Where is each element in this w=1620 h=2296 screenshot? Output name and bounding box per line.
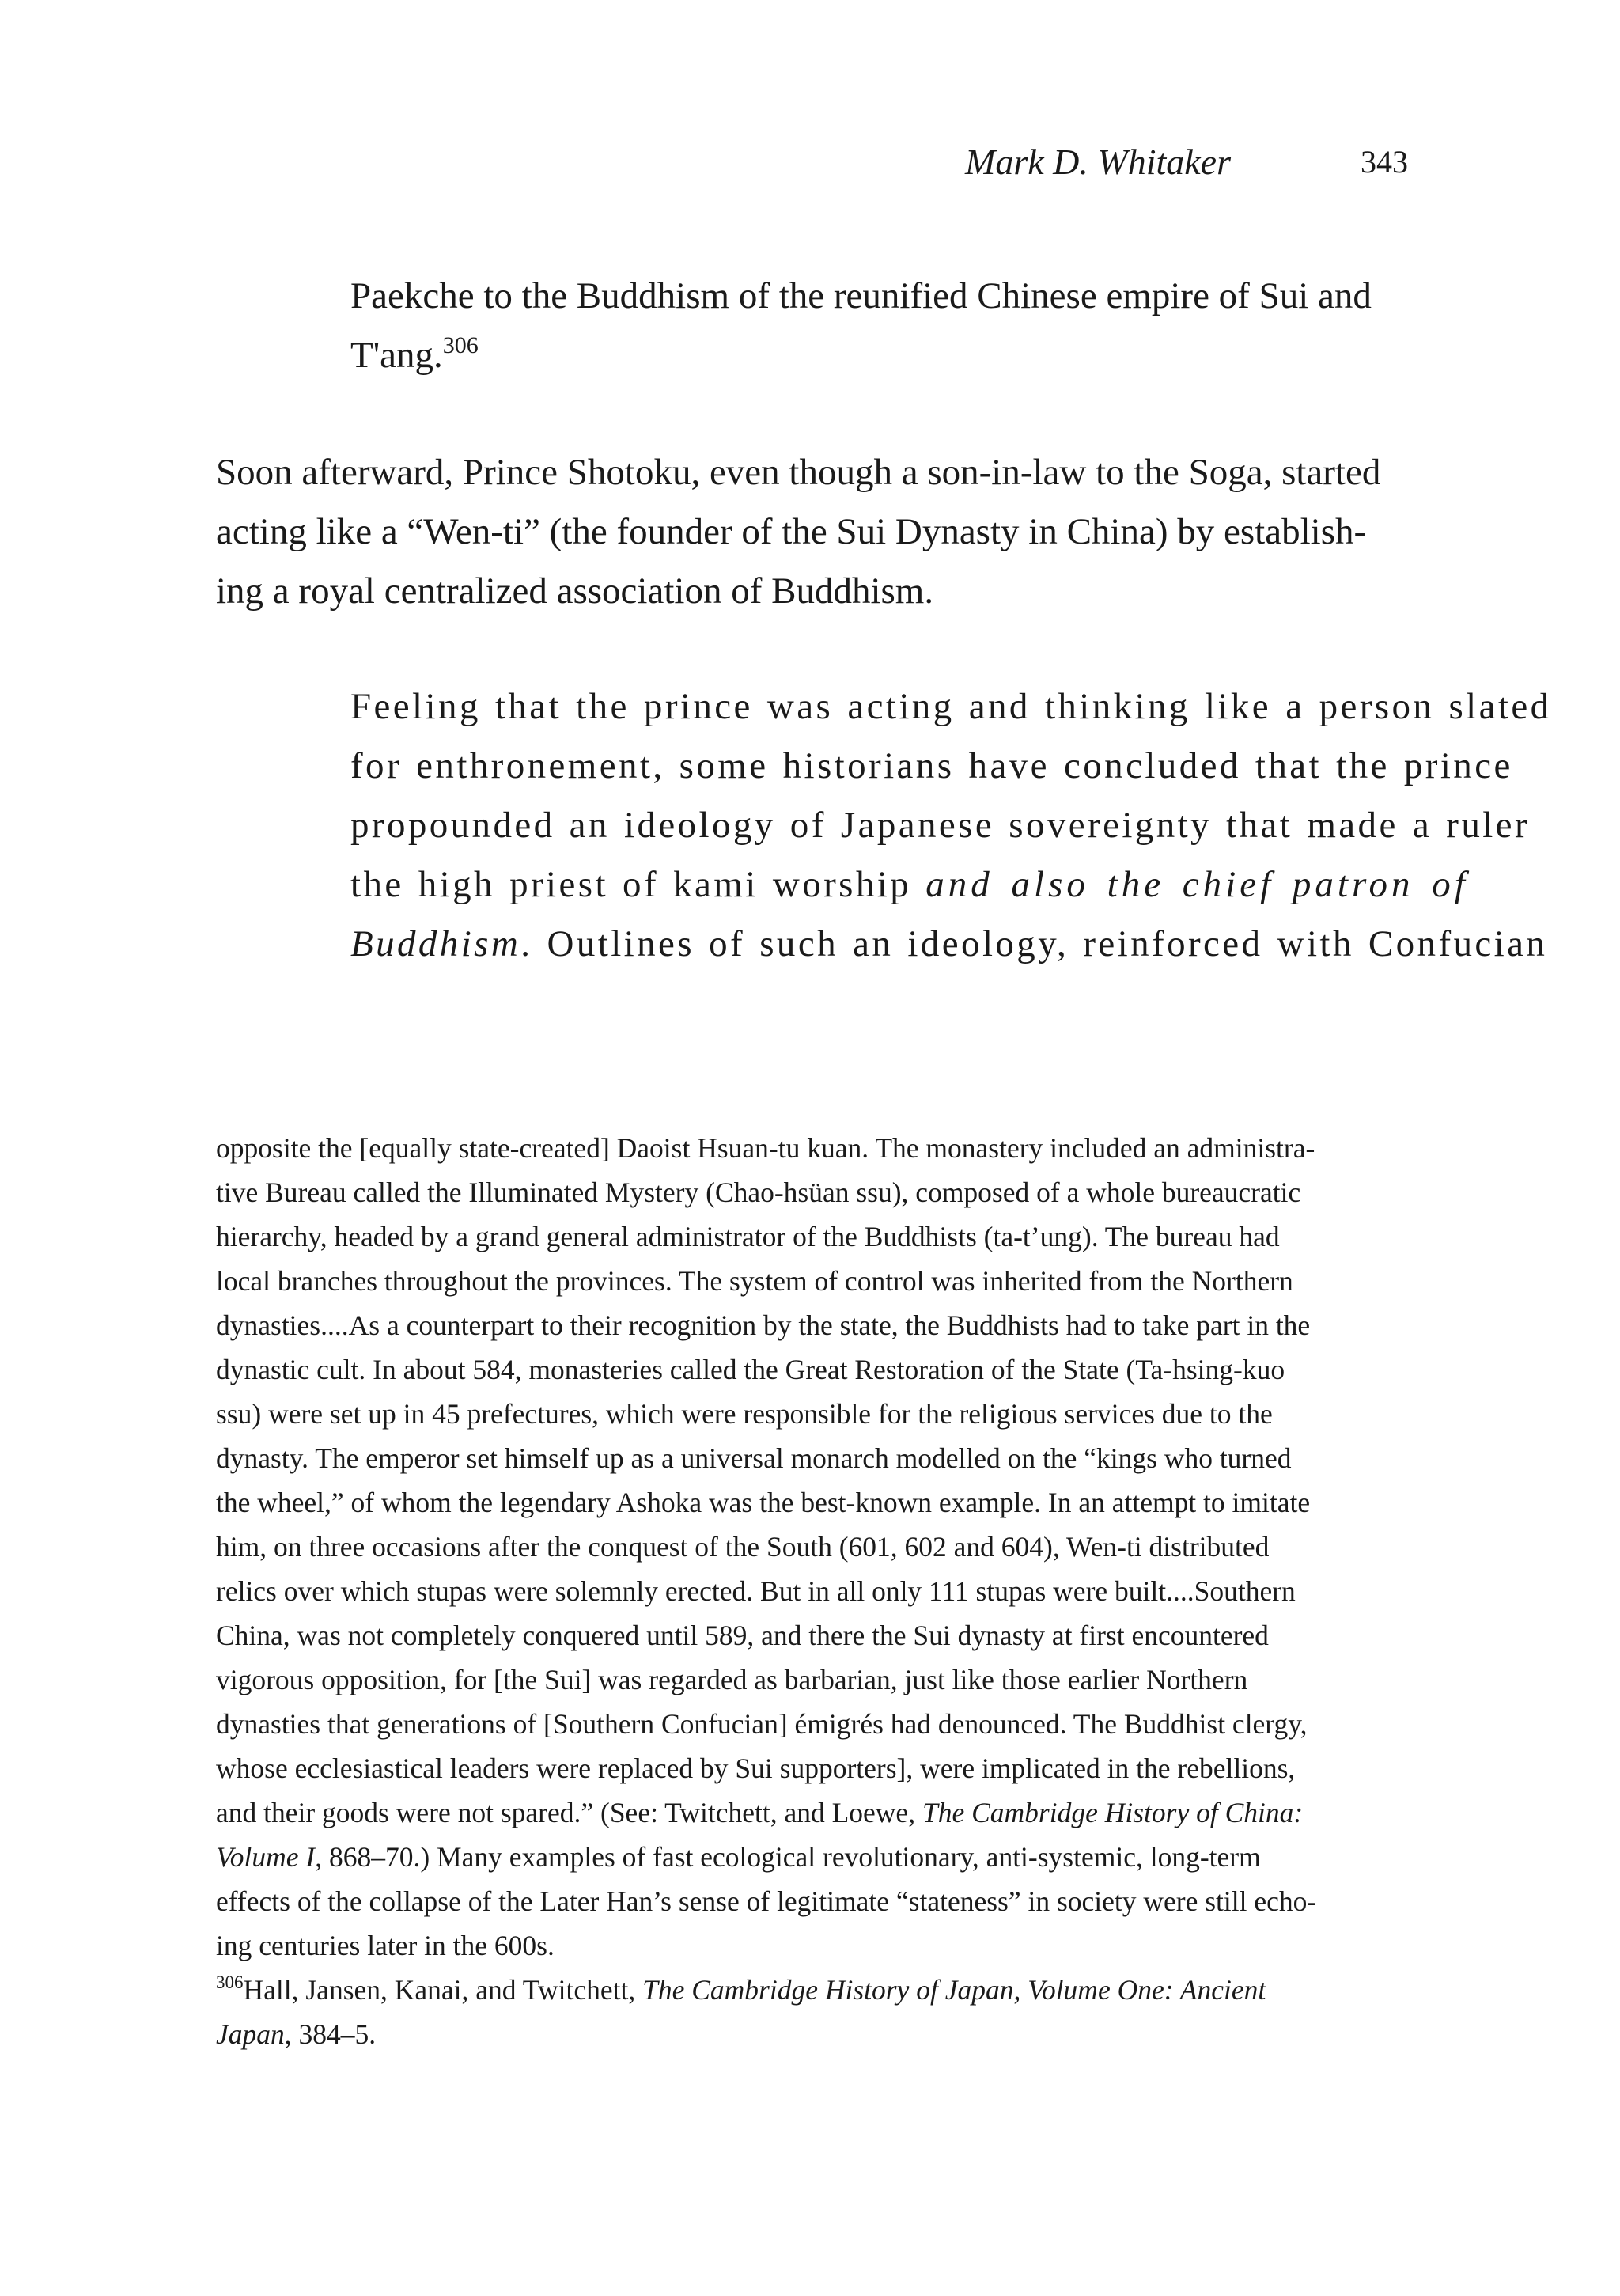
footnote-line: him, on three occasions after the conquest of the South (601, 602 and 604), Wen-ti distributed [216,1531,1270,1563]
footnote-line: opposite the [equally state-created] Daoist Hsuan-tu kuan. The monastery included an administra- [216,1132,1315,1164]
block-quote [350,677,1552,974]
body-line: Soon afterward, Prince Shotoku, even though a son-in-law to the Soga, started [216,452,1381,493]
footnote-citation-title: Volume I [216,1841,316,1873]
footnote-line: the wheel,” of whom the legendary Ashoka was the best-known example. In an attempt to imitate [216,1487,1311,1518]
quote-line-text: . Outlines of such an ideology, reinforced with Confucian [520,923,1548,964]
footnote-number: 306 [216,1972,244,1992]
quote-emphasis: and also the chief patron of [925,864,1469,905]
footnote-line: hierarchy, headed by a grand general administrator of the Buddhists (ta-t’ung). The bureau had [216,1221,1280,1252]
quote-emphasis: Buddhism [350,923,521,964]
footnote-line: ing centuries later in the 600s. [216,1930,555,1961]
footnote-citation-title: The Cambridge History of Japan, Volume One: Ancient [642,1974,1266,2006]
footnote-line: whose ecclesiastical leaders were replaced by Sui supporters], were implicated in the rebellions, [216,1752,1296,1784]
body-paragraph [216,443,1380,621]
quote-line: for enthronement, some historians have concluded that the prince [350,745,1513,786]
footnote-line: dynastic cult. In about 584, monasteries called the Great Restoration of the State (Ta-hsing-kuo [216,1354,1285,1385]
running-head: Mark D. Whitaker [965,142,1231,182]
footnote-306-line [216,1968,1395,2012]
footnote-306-line [216,2012,1395,2056]
quote-line [350,915,1552,974]
quote-line-text: the high priest of kami worship [350,864,926,905]
quote-line: Paekche to the Buddhism of the reunified Chinese empire of Sui and [350,275,1372,316]
footnote-line: dynasties that generations of [Southern Confucian] émigrés had denounced. The Buddhist clergy, [216,1708,1308,1740]
page-number: 343 [1361,144,1408,180]
footnote-text: Hall, Jansen, Kanai, and Twitchett, [243,1974,643,2006]
footnote-line [216,1790,1395,1835]
body-line: acting like a “Wen-ti” (the founder of the Sui Dynasty in China) by establish- [216,511,1367,552]
quote-line [350,326,1372,385]
footnote-line [216,1835,1395,1879]
footnote-line: ssu) were set up in 45 prefectures, which were responsible for the religious services due to the [216,1398,1273,1430]
footnote-citation-title: The Cambridge History of China: [922,1797,1304,1828]
quote-line: Feeling that the prince was acting and thinking like a person slated [350,686,1552,727]
quote-line: propounded an ideology of Japanese sovereignty that made a ruler [350,805,1530,846]
block-quote [350,267,1372,385]
footnote-citation-title: Japan [216,2018,285,2050]
footnotes [216,1126,1395,2056]
body-line: ing a royal centralized association of Buddhism. [216,570,934,612]
footnote-line: dynasty. The emperor set himself up as a universal monarch modelled on the “kings who turned [216,1442,1292,1474]
quote-line-text: T'ang. [350,335,443,376]
footnote-line: vigorous opposition, for [the Sui] was regarded as barbarian, just like those earlier Northern [216,1664,1248,1695]
footnote-ref: 306 [442,332,479,358]
footnote-line: relics over which stupas were solemnly erected. But in all only 111 stupas were built....Southern [216,1575,1296,1607]
footnote-line: China, was not completely conquered until 589, and there the Sui dynasty at first encountered [216,1620,1269,1651]
footnote-line: local branches throughout the provinces. The system of control was inherited from the Northern [216,1265,1293,1297]
quote-line [350,855,1552,915]
footnote-line: dynasties....As a counterpart to their recognition by the state, the Buddhists had to take part in the [216,1309,1311,1341]
footnote-text: , 384–5. [284,2018,377,2050]
footnote-line: tive Bureau called the Illuminated Mystery (Chao-hsüan ssu), composed of a whole bureaucratic [216,1176,1301,1208]
page-header [870,135,1408,190]
footnote-text: , 868–70.) Many examples of fast ecological revolutionary, anti-systemic, long-term [315,1841,1261,1873]
footnote-text: and their goods were not spared.” (See: Twitchett, and Loewe, [216,1797,922,1828]
footnote-line: effects of the collapse of the Later Han’s sense of legitimate “stateness” in society were still echo- [216,1885,1317,1917]
